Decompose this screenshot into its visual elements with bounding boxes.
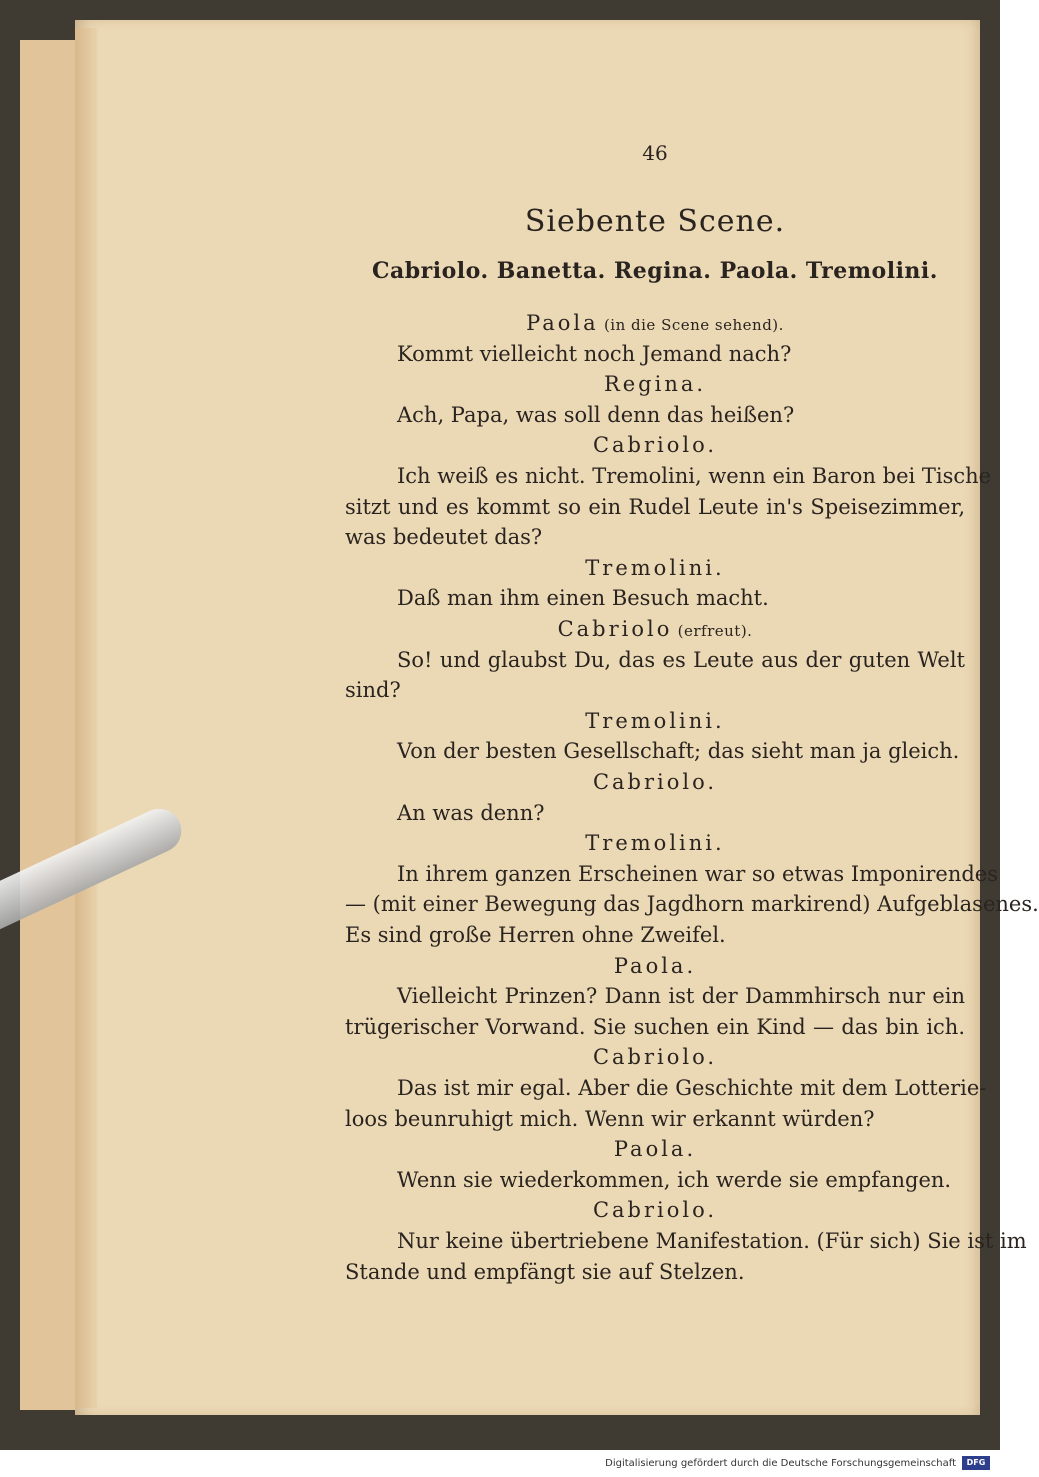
speaker-label: Paola.	[613, 953, 697, 978]
dialogue-line: sind?	[345, 678, 401, 703]
dialogue-line: trügerischer Vorwand. Sie suchen ein Kind — das bin ich.	[345, 1014, 965, 1039]
speaker-label: Paola.	[613, 1137, 697, 1162]
speaker-label: Regina.	[603, 372, 707, 397]
dialogue-line: Von der besten Gesellschaft; das sieht man ja gleich.	[397, 739, 960, 764]
dialogue-line: was bedeutet das?	[345, 525, 543, 550]
speaker-name	[345, 308, 965, 340]
text-block	[345, 20, 1039, 1415]
footer-bar	[0, 1450, 1000, 1477]
page-number: 46	[642, 141, 668, 165]
dialogue-line: Ich weiß es nicht. Tremolini, wenn ein Baron bei Tische	[397, 464, 992, 488]
speaker-label: Tremolini.	[585, 555, 725, 580]
dfg-logo: DFG	[962, 1456, 990, 1470]
stage-direction: (erfreut).	[672, 622, 753, 640]
dialogue-line: Es sind große Herren ohne Zweifel.	[345, 923, 726, 947]
speaker-name	[345, 1042, 965, 1072]
dialogue-line: Nur keine übertriebene Manifestation. (Für sich) Sie ist im	[397, 1229, 1027, 1253]
speaker-name	[345, 1195, 965, 1225]
scene-heading: Siebente Scene.	[524, 204, 786, 239]
cast-list: Cabriolo. Banetta. Regina. Paola. Tremolini.	[372, 258, 938, 284]
speaker-label: Cabriolo.	[592, 770, 718, 794]
speaker-label: Cabriolo	[557, 617, 673, 641]
speaker-name	[345, 828, 965, 858]
dialogue-line: Wenn sie wiederkommen, ich werde sie empfangen.	[397, 1167, 952, 1192]
page-gutter	[75, 28, 97, 1408]
dialogue-line: Stande und empfängt sie auf Stelzen.	[345, 1259, 745, 1284]
dialogue-line: Daß man ihm einen Besuch macht.	[397, 586, 769, 611]
dialogue-line: Kommt vielleicht noch Jemand nach?	[397, 341, 792, 366]
dialogue-line: Ach, Papa, was soll denn das heißen?	[397, 402, 795, 427]
speaker-label: Cabriolo.	[592, 1198, 718, 1223]
dialogue-line: sitzt und es kommt so ein Rudel Leute in's Speisezimmer,	[345, 494, 965, 519]
speaker-name	[345, 614, 965, 646]
dialogue-line: So! und glaubst Du, das es Leute aus der guten Welt	[397, 647, 965, 672]
speaker-label: Cabriolo.	[592, 1045, 718, 1070]
dialogue-line: In ihrem ganzen Erscheinen war so etwas Imponirendes	[397, 861, 998, 886]
funding-credit: Digitalisierung gefördert durch die Deutsche Forschungsgemeinschaft	[605, 1458, 956, 1469]
dialogue-line: — (mit einer Bewegung das Jagdhorn markirend) Aufgeblasenes.	[345, 892, 1039, 917]
speaker-name	[345, 951, 965, 981]
dialogue-line: An was denn?	[397, 800, 545, 825]
speaker-name	[345, 767, 965, 797]
book-page	[75, 20, 1039, 1415]
speaker-label: Tremolini.	[585, 831, 725, 856]
speaker-name	[345, 430, 965, 460]
dialogue-line: Vielleicht Prinzen? Dann ist der Dammhirsch nur ein	[397, 984, 965, 1009]
speaker-label: Paola	[526, 311, 599, 335]
stage-direction: (in die Scene sehend).	[598, 316, 784, 334]
dialogue-line: Das ist mir egal. Aber die Geschichte mit dem Lotterie-	[397, 1076, 987, 1100]
speaker-name	[345, 369, 965, 399]
speaker-name	[345, 1134, 965, 1164]
dialogue-line: loos beunruhigt mich. Wenn wir erkannt würden?	[345, 1106, 875, 1131]
speaker-label: Cabriolo.	[592, 433, 718, 458]
speaker-name	[345, 706, 965, 736]
speaker-name	[345, 553, 965, 583]
speaker-label: Tremolini.	[585, 708, 725, 733]
